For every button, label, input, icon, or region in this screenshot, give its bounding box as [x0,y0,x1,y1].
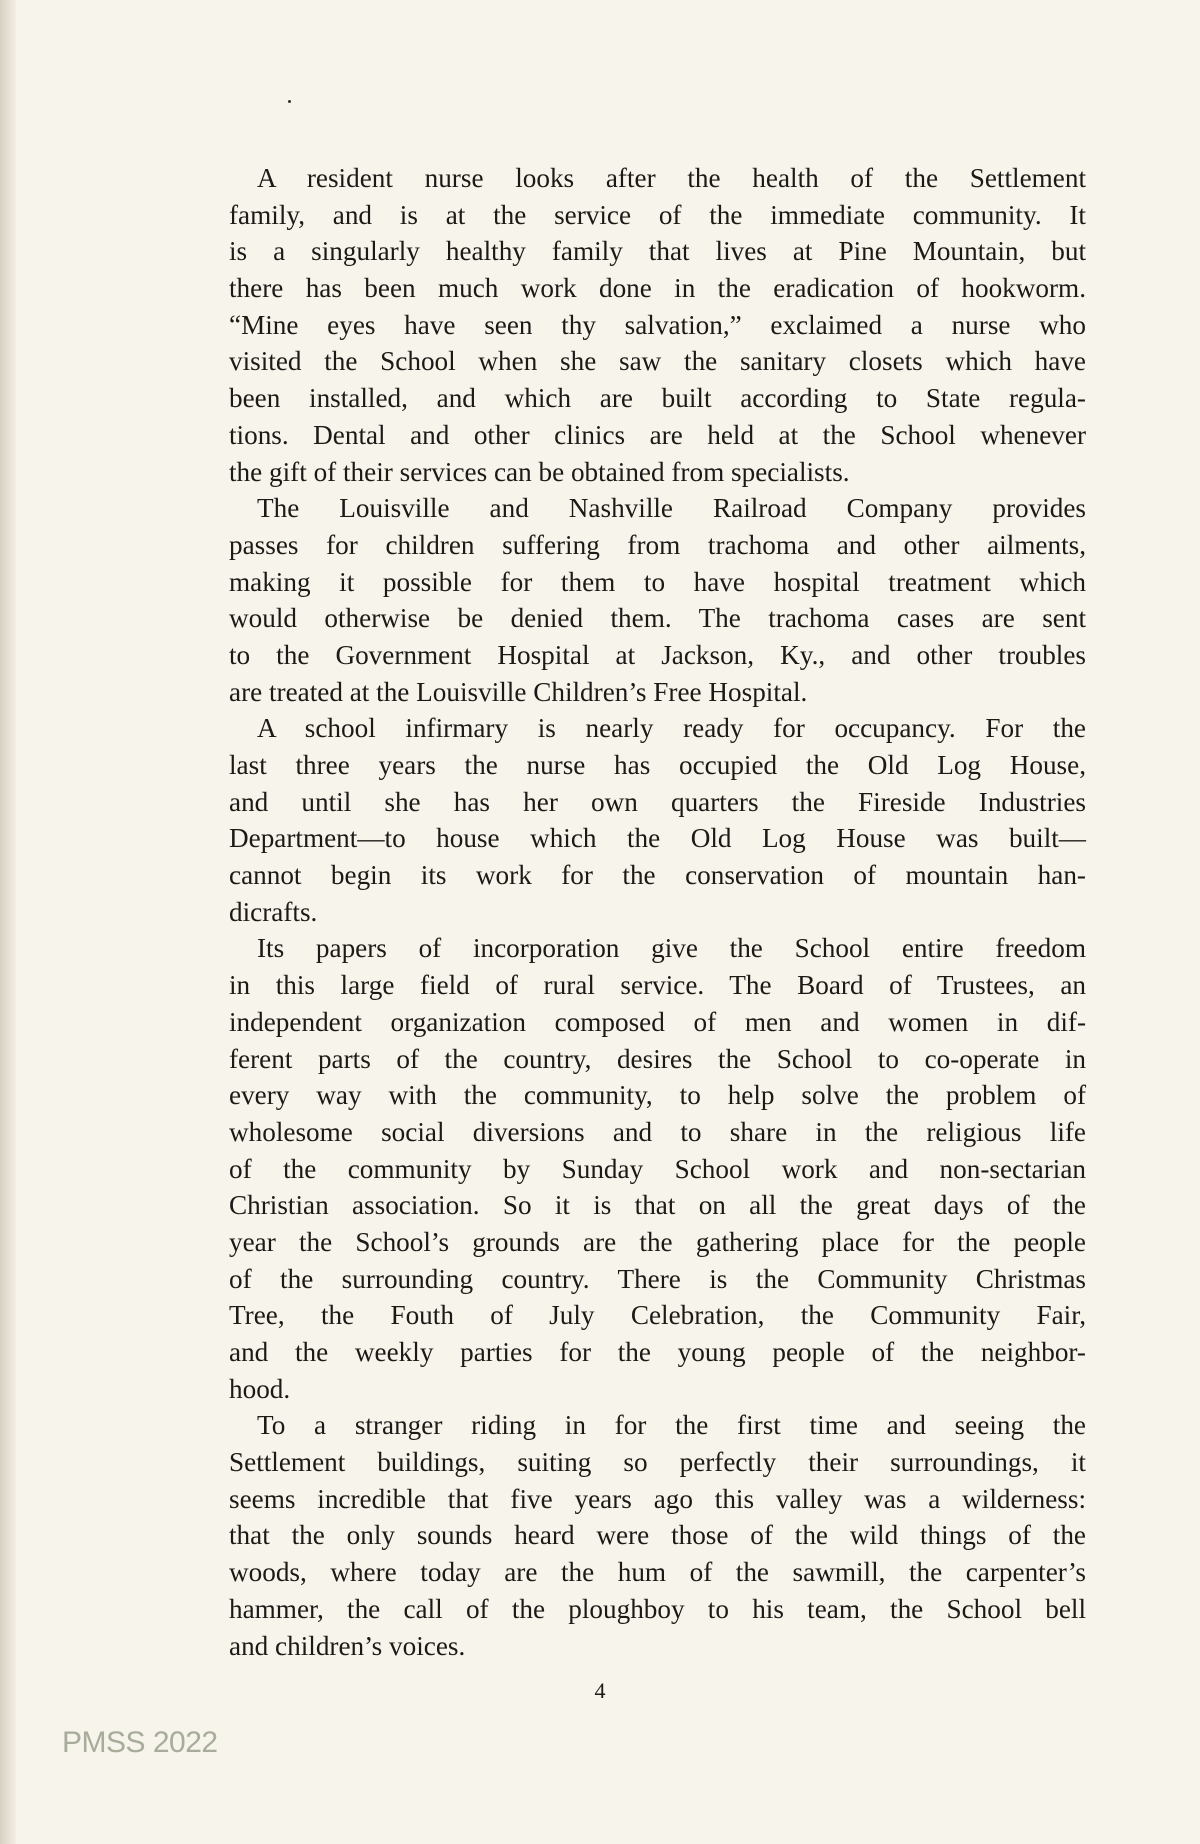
text-line: year the School’s grounds are the gathering place for the people [229,1226,1086,1257]
body-text [229,160,1086,1664]
text-line: are treated at the Louisville Children’s Free Hospital. [229,676,808,707]
text-line: every way with the community, to help solve the problem of [229,1080,1086,1111]
text-line: visited the School when she saw the sanitary closets which have [229,346,1086,377]
text-line: is a singularly healthy family that lives at Pine Mountain, but [229,236,1086,267]
text-line: dicrafts. [229,896,318,927]
paragraph-3 [229,710,1086,930]
text-line: “Mine eyes have seen thy salvation,” exclaimed a nurse who [229,309,1086,340]
text-line: and children’s voices. [229,1630,466,1661]
text-line: that the only sounds heard were those of the wild things of the [229,1520,1086,1551]
text-line: The Louisville and Nashville Railroad Company provides [257,493,1086,524]
watermark-label: PMSS 2022 [62,1726,218,1759]
text-line: Tree, the Fouth of July Celebration, the Community Fair, [229,1300,1086,1331]
text-line: Settlement buildings, suiting so perfectly their surroundings, it [229,1447,1086,1478]
text-line: in this large field of rural service. The Board of Trustees, an [229,970,1086,1001]
text-line: A school infirmary is nearly ready for occupancy. For the [257,713,1086,744]
text-line: the gift of their services can be obtained from specialists. [229,456,850,487]
paper-speck [288,100,291,103]
paragraph-1 [229,160,1086,490]
text-line: Christian association. So it is that on all the great days of the [229,1190,1086,1221]
text-line: woods, where today are the hum of the sawmill, the carpenter’s [229,1557,1086,1588]
paragraph-2 [229,490,1086,710]
paragraph-5 [229,1407,1086,1664]
text-line: been installed, and which are built according to State regula- [229,383,1086,414]
text-line: making it possible for them to have hospital treatment which [229,566,1086,597]
page-number: 4 [594,1678,606,1703]
text-line: Its papers of incorporation give the School entire freedom [257,933,1086,964]
text-line: and until she has her own quarters the Fireside Industries [229,786,1086,817]
text-line: independent organization composed of men and women in dif- [229,1006,1086,1037]
text-line: seems incredible that five years ago this valley was a wilderness: [229,1483,1086,1514]
text-line: tions. Dental and other clinics are held at the School whenever [229,419,1086,450]
text-line: passes for children suffering from trachoma and other ailments, [229,529,1086,560]
text-line: hammer, the call of the ploughboy to his team, the School bell [229,1593,1086,1624]
paragraph-4 [229,930,1086,1407]
text-line: family, and is at the service of the immediate community. It [229,199,1086,230]
text-line: of the community by Sunday School work and non-sectarian [229,1153,1086,1184]
text-line: of the surrounding country. There is the Community Christmas [229,1263,1086,1294]
text-line: hood. [229,1373,291,1404]
text-line: cannot begin its work for the conservation of mountain han- [229,860,1086,891]
text-line: To a stranger riding in for the first time and seeing the [257,1410,1086,1441]
text-line: there has been much work done in the eradication of hookworm. [229,273,1086,304]
text-line: A resident nurse looks after the health of the Settlement [257,163,1086,193]
text-line: and the weekly parties for the young people of the neighbor- [229,1337,1086,1367]
text-line: last three years the nurse has occupied the Old Log House, [229,750,1086,780]
text-line: would otherwise be denied them. The trachoma cases are sent [229,603,1086,634]
page-binding-edge [0,0,16,1844]
text-line: wholesome social diversions and to share in the religious life [229,1116,1086,1147]
text-line: Department—to house which the Old Log House was built— [229,823,1086,854]
text-line: to the Government Hospital at Jackson, Ky., and other troubles [229,639,1086,670]
text-line: ferent parts of the country, desires the School to co-operate in [229,1043,1086,1074]
